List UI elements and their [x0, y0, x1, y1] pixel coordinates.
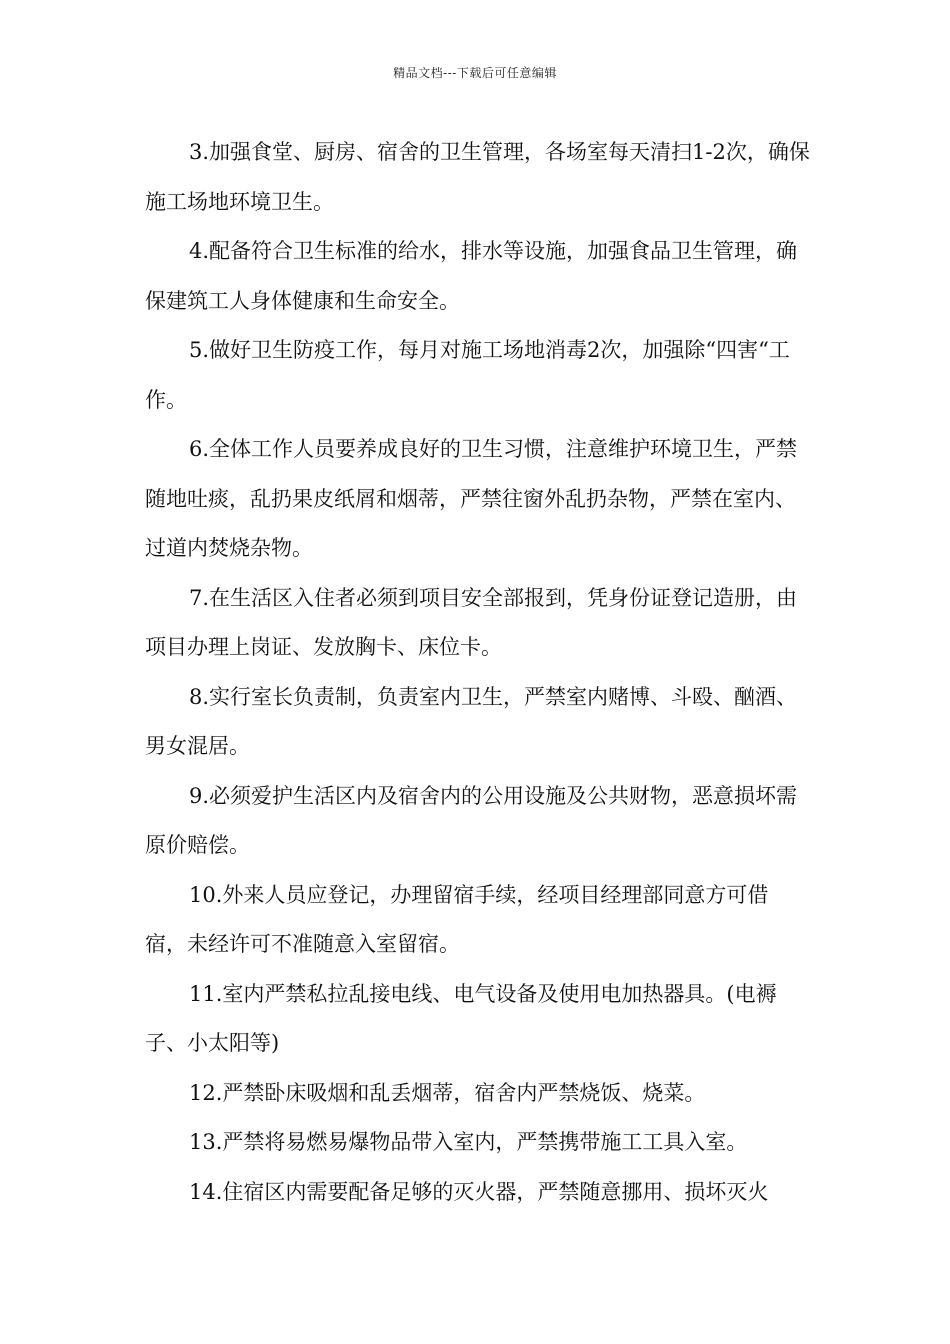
paragraph-5: 5.做好卫生防疫工作，每月对施工场地消毒2次，加强除“四害“工作。 [145, 338, 790, 412]
paragraph-3: 3.加强食堂、厨房、宿舍的卫生管理，各场室每天清扫1-2次，确保施工场地环境卫生。 [145, 140, 810, 214]
paragraph-11: 11.室内严禁私拉乱接电线、电气设备及使用电加热器具。(电褥子、小太阳等) [145, 981, 777, 1055]
paragraph-8: 8.实行室长负责制，负责室内卫生，严禁室内赌博、斗殴、酗酒、男女混居。 [145, 684, 798, 758]
paragraph-9: 9.必须爱护生活区内及宿舍内的公用设施及公共财物，恶意损坏需原价赔偿。 [145, 783, 798, 857]
paragraph-14: 14.住宿区内需要配备足够的灭火器，严禁随意挪用、损坏灭火 [189, 1179, 769, 1204]
paragraph-13: 13.严禁将易燃易爆物品带入室内，严禁携带施工工具入室。 [189, 1130, 748, 1154]
paragraph-6: 6.全体工作人员要养成良好的卫生习惯，注意维护环境卫生，严禁随地吐痰，乱扔果皮纸屑和烟蒂，严禁往窗外乱扔杂物，严禁在室内、过道内焚烧杂物。 [145, 437, 798, 560]
paragraph-10: 10.外来人员应登记，办理留宿手续，经项目经理部同意方可借宿，未经许可不准随意入室留宿。 [145, 882, 769, 956]
paragraph-12: 12.严禁卧床吸烟和乱丢烟蒂，宿舍内严禁烧饭、烧菜。 [189, 1080, 706, 1105]
paragraph-4: 4.配备符合卫生标准的给水，排水等设施，加强食品卫生管理，确保建筑工人身体健康和生命安全。 [145, 239, 798, 313]
page-header: 精品文档---下载后可任意编辑 [393, 66, 557, 80]
paragraph-7: 7.在生活区入住者必须到项目安全部报到，凭身份证登记造册，由项目办理上岗证、发放胸卡、床位卡。 [145, 585, 798, 659]
document-body [145, 128, 810, 1217]
